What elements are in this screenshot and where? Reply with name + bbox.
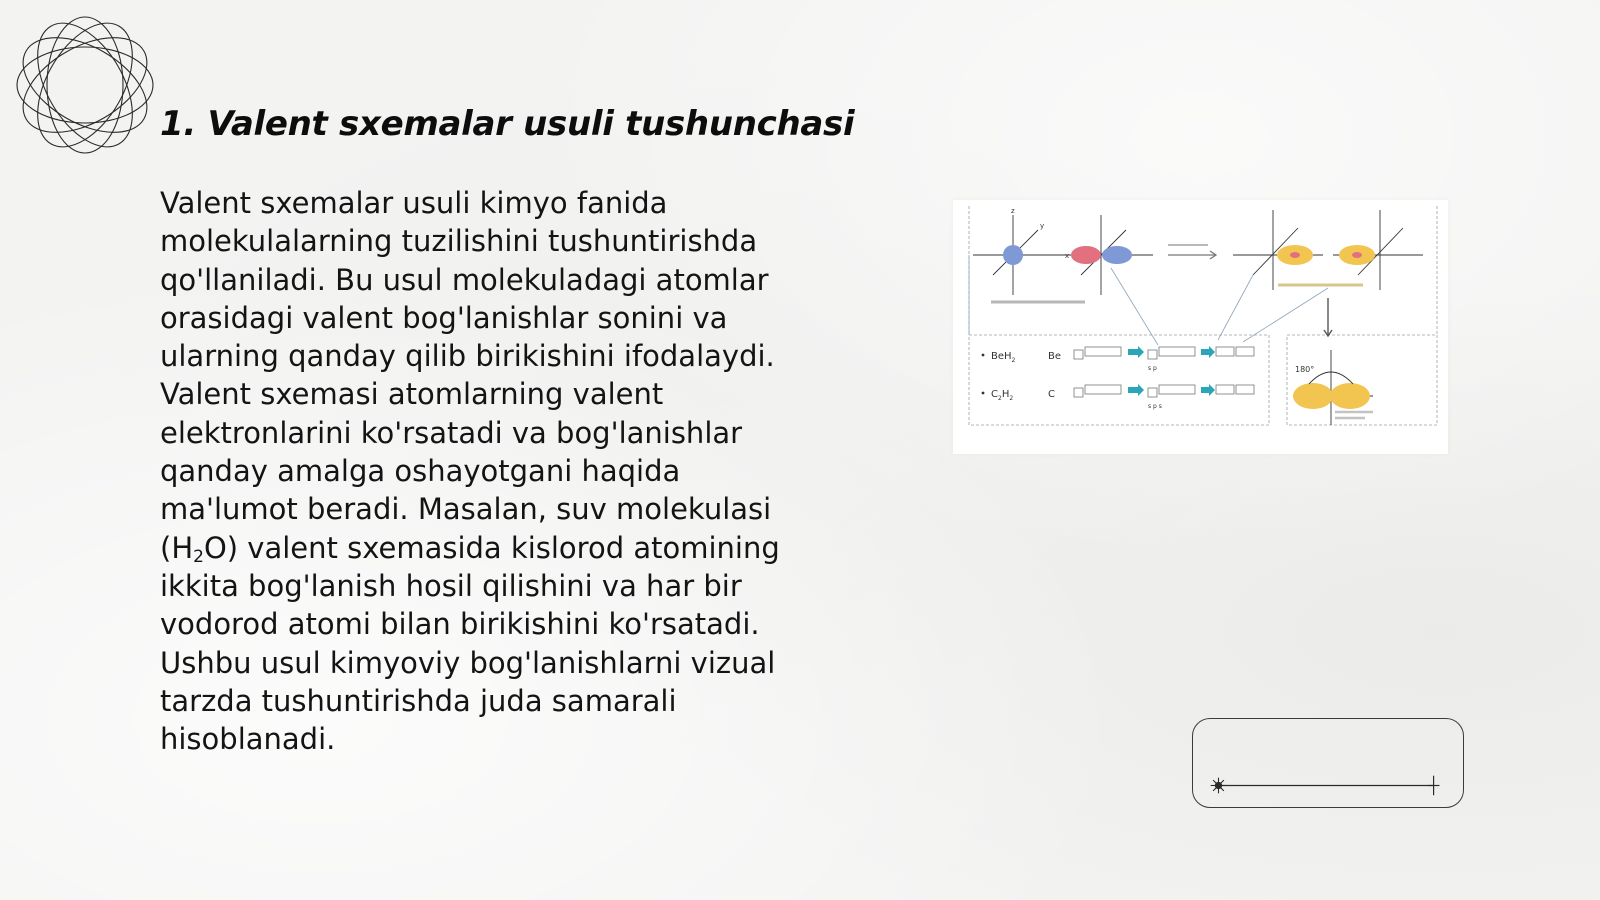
slide-title: 1. Valent sxemalar usuli tushunchasi xyxy=(160,104,855,144)
beh2-row xyxy=(982,346,1254,372)
svg-text:C2H2: $C_2H_2$ xyxy=(991,389,1014,402)
hybridization-figure xyxy=(953,200,1448,454)
svg-text:y: y xyxy=(1040,222,1045,230)
s-orbital-diagram xyxy=(973,207,1069,295)
sun-icon xyxy=(1211,778,1227,794)
svg-text:Be: Be xyxy=(1048,351,1062,362)
svg-text:x: x xyxy=(1065,252,1070,260)
sp-orbital-right xyxy=(1333,210,1423,290)
svg-text:z: z xyxy=(1011,207,1015,215)
slide-body-text xyxy=(160,184,820,758)
timeline-decoration-box xyxy=(1192,718,1464,808)
svg-text:s p s: s p s xyxy=(1148,403,1162,410)
body-text-part-1: Valent sxemalar usuli kimyo fanida molekulalarning tuzilishini tushuntirishda qo'llaniladi. Bu usul molekuladagi atomlar orasidagi valent bog'lanishlar sonini va ularning qanday qilib birikishini ifodalaydi. Valent sxemasi atomlarning valent elektronlarini ko'rsatadi va bog'lanishlar qanday amalga oshayotgani haqida ma'lumot beradi. Masalan, suv molekulasi (H xyxy=(160,186,775,565)
svg-text:180°: 180° xyxy=(1295,365,1315,374)
svg-text:C: C xyxy=(1048,389,1055,400)
body-text-subscript: 2 xyxy=(193,546,204,567)
circular-line-ornament-icon xyxy=(10,10,160,160)
c2h2-row xyxy=(982,384,1254,410)
sparkle-icon xyxy=(1428,776,1440,796)
svg-text:BeH2: BeH$_2$ xyxy=(991,351,1016,364)
p-orbital-diagram xyxy=(1063,215,1153,295)
body-text-part-2: O) valent sxemasida kislorod atomining ikkita bog'lanish hosil qilishini va har bir vodorod atomi bilan birikishini ko'rsatadi. Ushbu usul kimyoviy bog'lanishlarni vizual tarzda tushuntirishda juda samarali hisoblanadi. xyxy=(160,530,780,757)
svg-text:s p: s p xyxy=(1148,365,1157,372)
sp-orbital-left xyxy=(1233,210,1323,290)
sp-hybrid-result-diagram xyxy=(1293,350,1373,425)
